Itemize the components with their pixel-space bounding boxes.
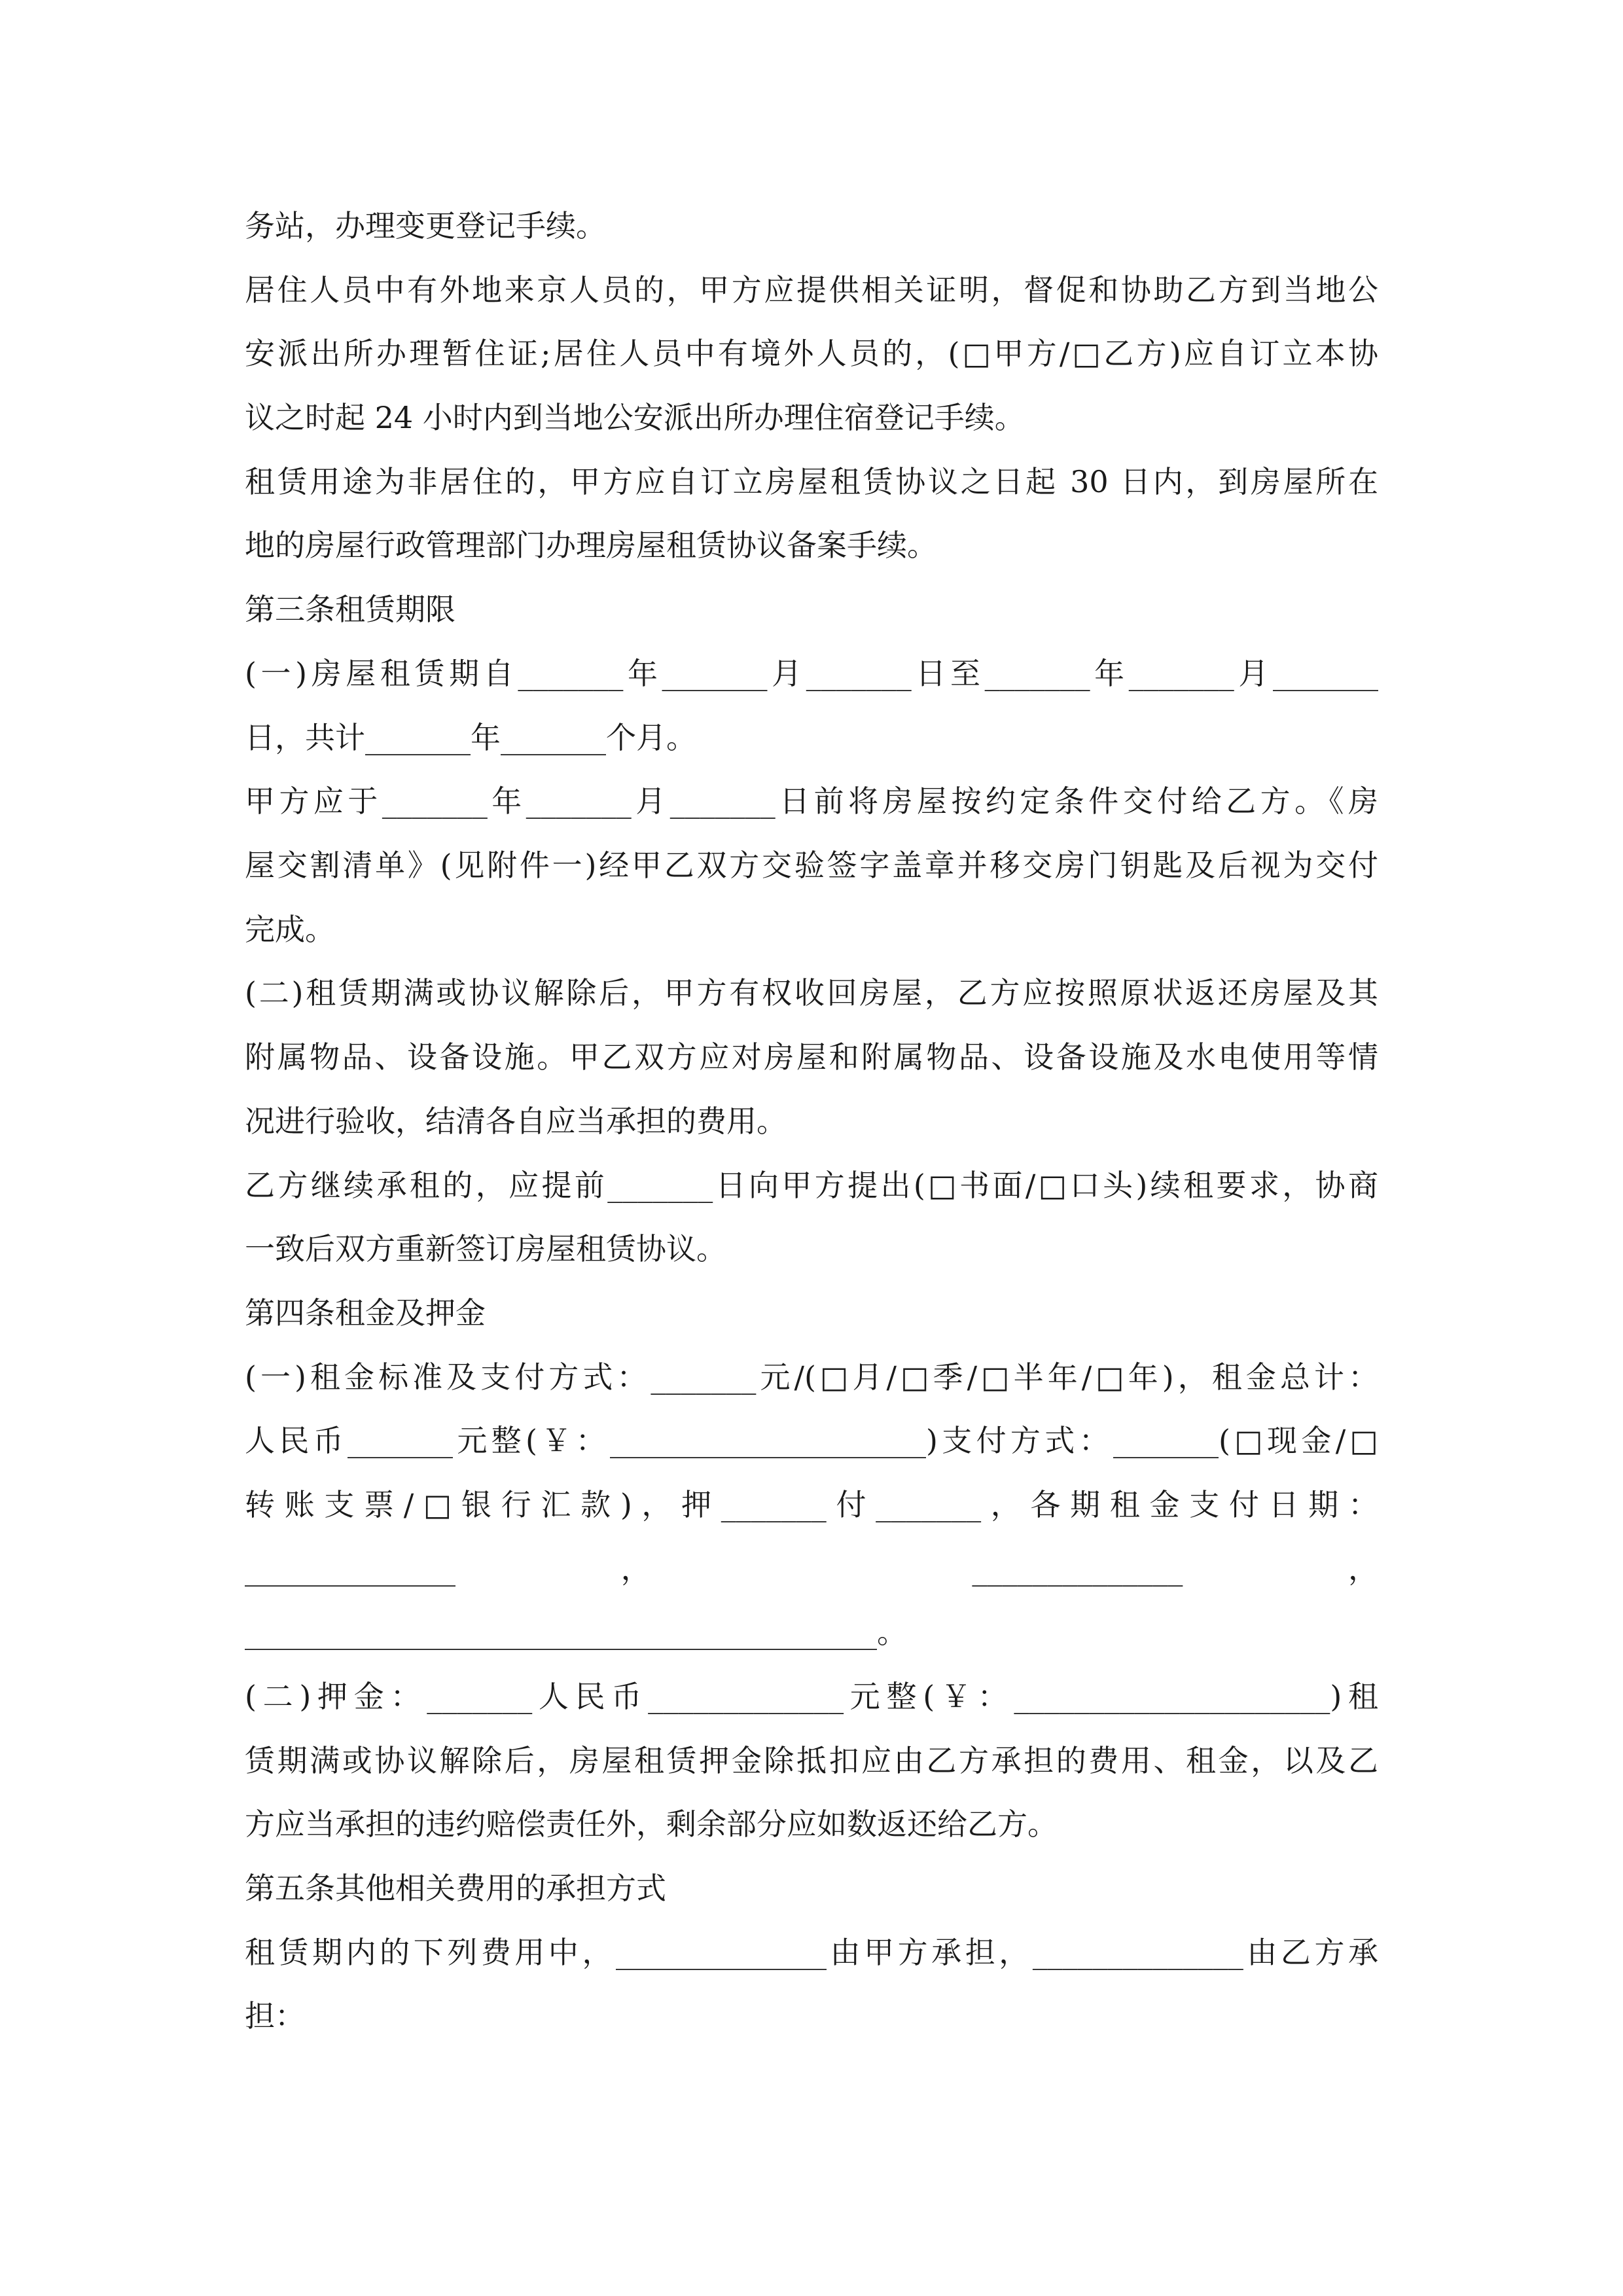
document-line: 安派出所办理暂住证;居住人员中有境外人员的，(□甲方/□乙方)应自订立本协	[245, 336, 1378, 371]
document-line: ______________ ， ______________ ，	[245, 1551, 1378, 1587]
document-line: 乙方继续承租的，应提前_______日向甲方提出(□书面/□口头)续租要求，协商	[245, 1168, 1378, 1203]
document-line: (二)押金：_______人民币_____________元整(￥：_____________________)租	[245, 1679, 1378, 1714]
document-line: 地的房屋行政管理部门办理房屋租赁协议备案手续。	[245, 528, 937, 563]
section-heading-3: 第三条租赁期限	[245, 592, 455, 627]
document-line: 租赁用途为非居住的，甲方应自订立房屋租赁协议之日起 30 日内，到房屋所在	[245, 464, 1378, 499]
document-line: 转 账 支 票 / □ 银 行 汇 款 ) ， 押 _______ 付 _______ ， 各 期 租 金 支 付 日 期 ：	[245, 1487, 1378, 1522]
document-line: (二)租赁期满或协议解除后，甲方有权收回房屋，乙方应按照原状返还房屋及其	[245, 975, 1378, 1011]
document-line: 赁期满或协议解除后，房屋租赁押金除抵扣应由乙方承担的费用、租金，以及乙	[245, 1743, 1378, 1778]
document-line: 担：	[245, 1998, 305, 2034]
document-line: 日，共计_______年_______个月。	[245, 720, 696, 755]
section-heading-4: 第四条租金及押金	[245, 1295, 486, 1331]
document-line: 务站，办理变更登记手续。	[245, 208, 606, 243]
document-line: 人民币_______元整(￥：_____________________)支付方式：_______(□现金/□	[245, 1423, 1378, 1458]
document-line: (一)租金标准及支付方式：_______元/(□月/□季/□半年/□年)，租金总计：	[245, 1359, 1378, 1395]
document-line: 居住人员中有外地来京人员的，甲方应提供相关证明，督促和协助乙方到当地公	[245, 272, 1378, 308]
section-heading-5: 第五条其他相关费用的承担方式	[245, 1871, 666, 1906]
document-line: (一)房屋租赁期自_______年_______月_______日至_______年_______月_______	[245, 656, 1378, 691]
document-line: 况进行验收，结清各自应当承担的费用。	[245, 1103, 787, 1139]
document-line: 屋交割清单》(见附件一)经甲乙双方交验签字盖章并移交房门钥匙及后视为交付	[245, 848, 1378, 883]
document-line: 租赁期内的下列费用中，______________由甲方承担，______________由乙方承	[245, 1935, 1378, 1970]
document-line: 一致后双方重新签订房屋租赁协议。	[245, 1231, 726, 1266]
document-line: 方应当承担的违约赔偿责任外，剩余部分应如数返还给乙方。	[245, 1806, 1058, 1842]
document-line: 甲方应于_______年_______月_______日前将房屋按约定条件交付给乙方。《房	[245, 783, 1378, 819]
document-line: 完成。	[245, 912, 335, 947]
document-line: 附属物品、设备设施。甲乙双方应对房屋和附属物品、设备设施及水电使用等情	[245, 1039, 1378, 1075]
document-line: 议之时起 24 小时内到当地公安派出所办理住宿登记手续。	[245, 400, 1025, 435]
document-line: __________________________________________。	[245, 1615, 907, 1650]
